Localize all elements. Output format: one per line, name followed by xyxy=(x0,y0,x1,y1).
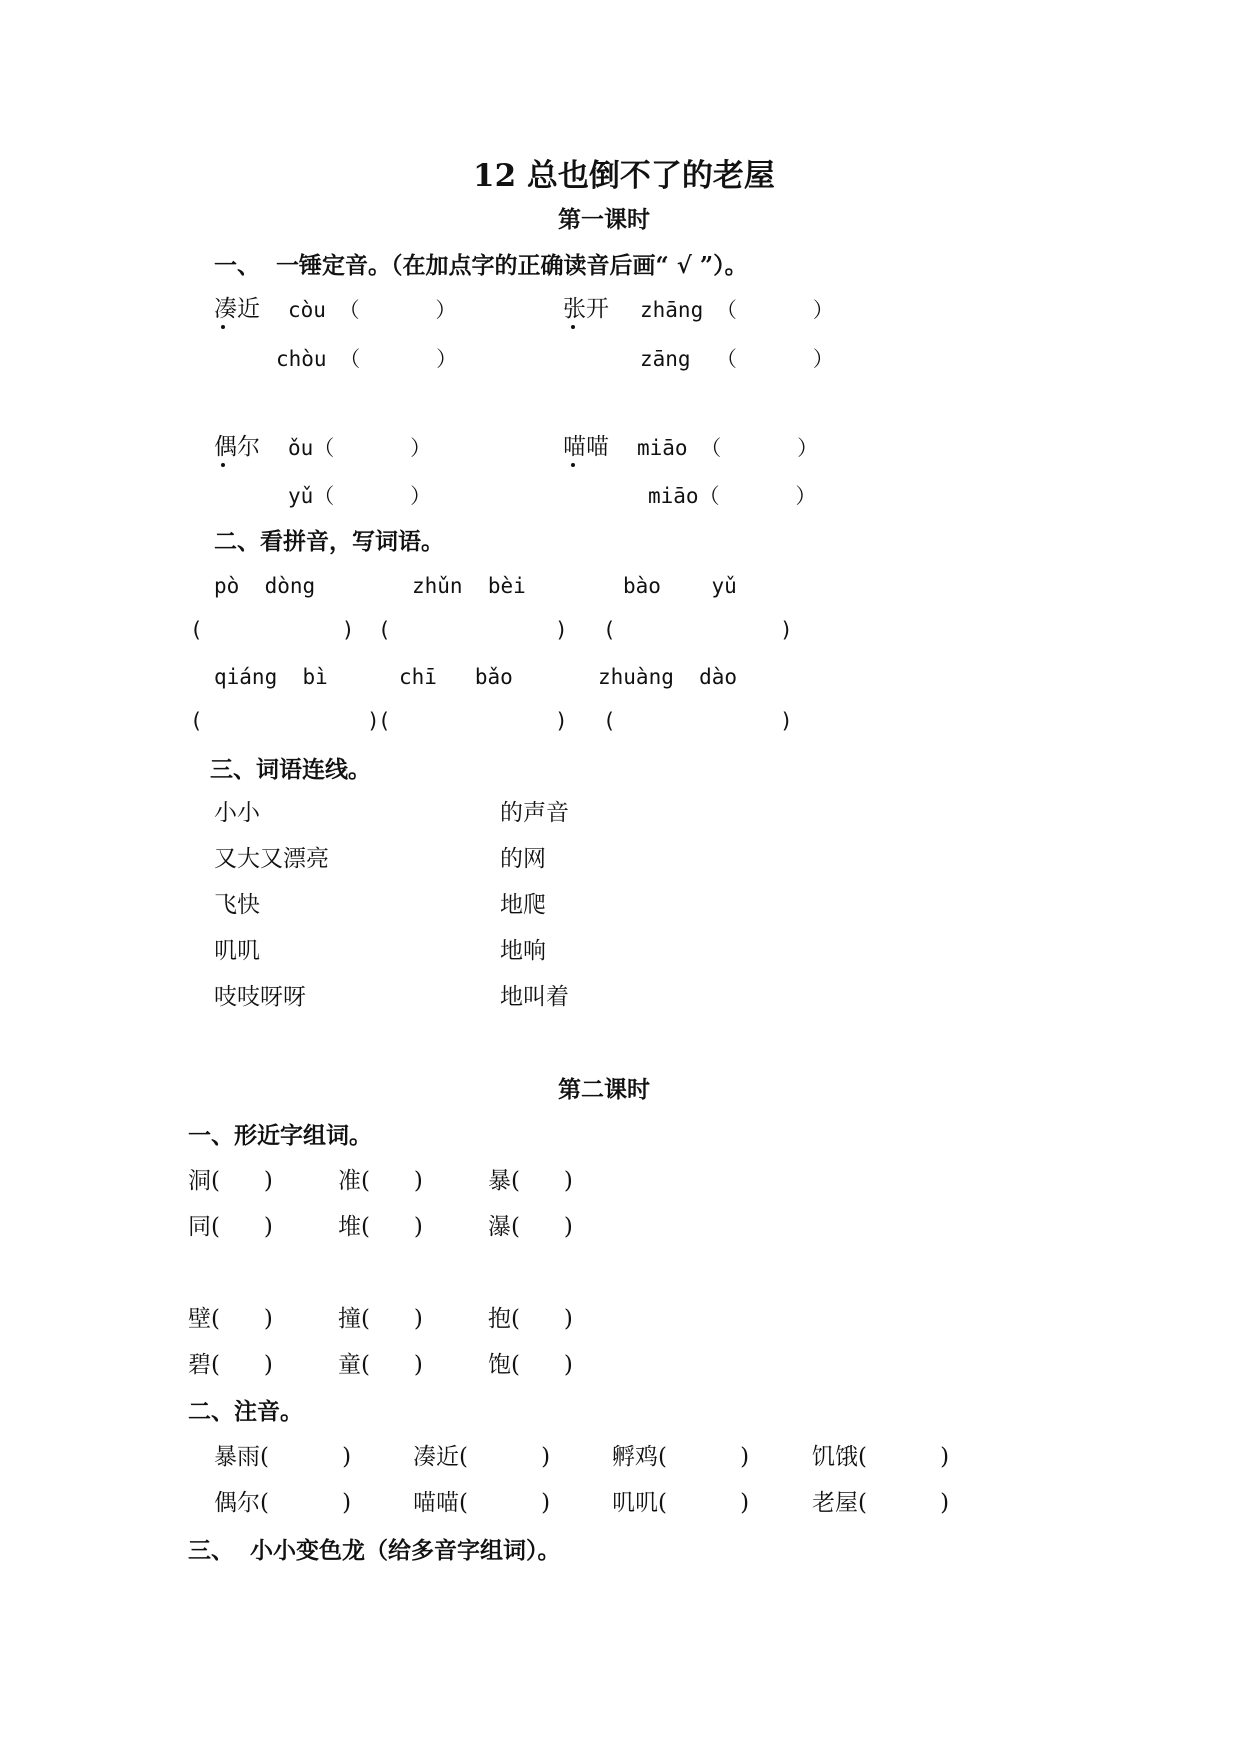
answer-blank[interactable]: ( ) xyxy=(378,709,568,733)
emphasis-dot xyxy=(221,325,225,329)
match-left-item[interactable]: 叽叽 xyxy=(214,938,260,964)
emphasis-dot xyxy=(221,463,225,467)
char-blank[interactable]: 同( ) xyxy=(188,1214,273,1240)
pinyin-option: zhāng （ ） xyxy=(640,298,834,322)
char-blank[interactable]: 抱( ) xyxy=(488,1306,573,1332)
pinyin-blank[interactable]: 孵鸡( ) xyxy=(612,1444,750,1470)
char-blank[interactable]: 准( ) xyxy=(338,1168,423,1194)
char-blank[interactable]: 瀑( ) xyxy=(488,1214,573,1240)
pinyin-option: còu （ ） xyxy=(288,298,457,322)
answer-blank[interactable]: ( ) xyxy=(190,709,380,733)
match-right-item[interactable]: 的声音 xyxy=(500,800,569,826)
lesson1-heading: 第一课时 xyxy=(558,206,650,233)
pinyin-blank[interactable]: 暴雨( ) xyxy=(214,1444,352,1470)
pinyin-prompt: zhuàng dào xyxy=(598,665,738,689)
l2-section1-heading: 一、形近字组词。 xyxy=(188,1122,372,1149)
match-left-item[interactable]: 飞快 xyxy=(214,892,260,918)
match-left-item[interactable]: 又大又漂亮 xyxy=(214,846,329,872)
pinyin-blank[interactable]: 偶尔( ) xyxy=(214,1490,352,1516)
l2-section3-heading: 三、 小小变色龙（给多音字组词）。 xyxy=(188,1537,561,1564)
word: 张开 xyxy=(563,296,609,322)
char-blank[interactable]: 童( ) xyxy=(338,1352,423,1378)
pinyin-prompt: pò dòng xyxy=(214,574,316,598)
pinyin-option: chòu （ ） xyxy=(276,347,458,371)
pinyin-blank[interactable]: 喵喵( ) xyxy=(413,1490,551,1516)
lesson2-heading: 第二课时 xyxy=(558,1076,650,1103)
char-blank[interactable]: 堆( ) xyxy=(338,1214,423,1240)
pinyin-blank[interactable]: 叽叽( ) xyxy=(612,1490,750,1516)
answer-blank[interactable]: ( ) xyxy=(190,618,355,642)
match-right-item[interactable]: 地响 xyxy=(500,938,546,964)
answer-blank[interactable]: ( ) xyxy=(603,618,793,642)
char-blank[interactable]: 撞( ) xyxy=(338,1306,423,1332)
word: 凑近 xyxy=(214,296,260,322)
pinyin-blank[interactable]: 老屋( ) xyxy=(812,1490,950,1516)
pinyin-prompt: zhǔn bèi xyxy=(412,574,526,598)
page-title: 12 总也倒不了的老屋 xyxy=(473,158,775,194)
match-right-item[interactable]: 地叫着 xyxy=(500,984,569,1010)
emphasis-dot xyxy=(571,325,575,329)
char-blank[interactable]: 壁( ) xyxy=(188,1306,273,1332)
char-blank[interactable]: 暴( ) xyxy=(488,1168,573,1194)
match-left-item[interactable]: 小小 xyxy=(214,800,260,826)
l1-section3-heading: 三、词语连线。 xyxy=(210,756,371,783)
pinyin-option: miāo（ ） xyxy=(648,484,817,508)
match-left-item[interactable]: 吱吱呀呀 xyxy=(214,984,306,1010)
answer-blank[interactable]: ( ) xyxy=(378,618,568,642)
match-right-item[interactable]: 地爬 xyxy=(500,892,546,918)
l1-section1-heading: 一、 一锤定音。（在加点字的正确读音后画“ √ ”）。 xyxy=(214,252,748,279)
pinyin-prompt: qiáng bì xyxy=(214,665,328,689)
l1-section2-heading: 二、看拼音，写词语。 xyxy=(214,528,444,555)
pinyin-prompt: chī bǎo xyxy=(399,665,513,689)
char-blank[interactable]: 饱( ) xyxy=(488,1352,573,1378)
pinyin-blank[interactable]: 凑近( ) xyxy=(413,1444,551,1470)
word: 偶尔 xyxy=(214,434,260,460)
char-blank[interactable]: 洞( ) xyxy=(188,1168,273,1194)
pinyin-option: yǔ（ ） xyxy=(288,484,432,508)
pinyin-option: zāng （ ） xyxy=(640,347,834,371)
pinyin-option: miāo （ ） xyxy=(637,436,819,460)
pinyin-blank[interactable]: 饥饿( ) xyxy=(812,1444,950,1470)
emphasis-dot xyxy=(571,463,575,467)
l2-section2-heading: 二、注音。 xyxy=(188,1398,303,1425)
word: 喵喵 xyxy=(563,434,609,460)
pinyin-prompt: bào yǔ xyxy=(623,574,737,598)
answer-blank[interactable]: ( ) xyxy=(603,709,793,733)
pinyin-option: ǒu（ ） xyxy=(288,436,432,460)
char-blank[interactable]: 碧( ) xyxy=(188,1352,273,1378)
match-right-item[interactable]: 的网 xyxy=(500,846,546,872)
